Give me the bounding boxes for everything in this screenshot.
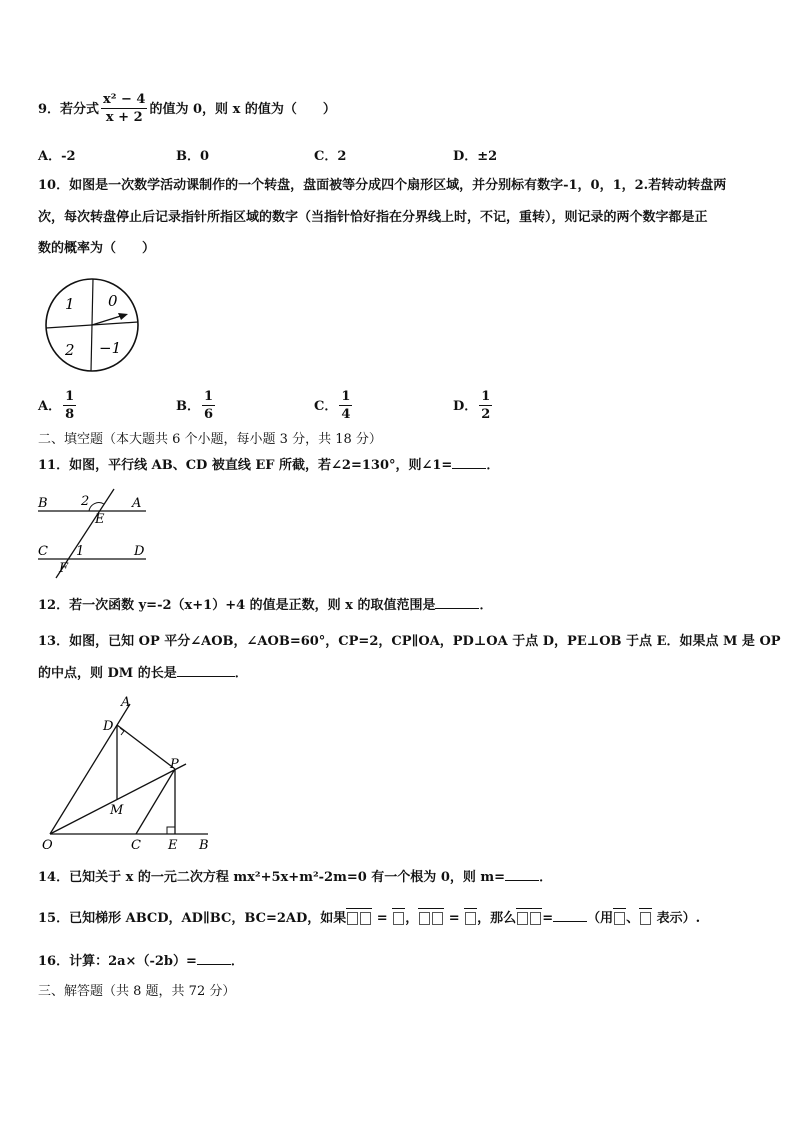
q16-text: 16．计算：2a×（-2b）= <box>38 954 197 969</box>
q10-option-b <box>176 389 217 424</box>
q10-option-b-num: 1 <box>204 389 214 404</box>
spinner-pointer-head <box>118 313 128 320</box>
q10-option-c-fraction <box>339 389 352 424</box>
q13-end: ． <box>234 666 248 681</box>
q15-text-1: 15．已知梯形 ABCD，AD∥BC，BC=2AD，如果 <box>38 911 347 926</box>
q11-label-c: C <box>38 544 48 559</box>
q13-line1: 13．如图，已知 OP 平分∠AOB，∠AOB=60°，CP=2，CP∥OA，PD⊥OA 于点 D，PE⊥OB 于点 E．如果点 M 是 OP <box>38 634 781 649</box>
right-angle-e <box>167 827 175 834</box>
q11-label-e: E <box>95 512 105 527</box>
spinner-label-neg1: −1 <box>99 339 122 357</box>
segment-cp <box>136 769 175 834</box>
q10-option-c-letter: C． <box>314 399 338 414</box>
q11-answer-blank <box>452 456 486 469</box>
q12-stem <box>38 596 492 616</box>
spinner-label-0: 0 <box>108 292 118 310</box>
q9-option-b: B．0 <box>176 149 210 164</box>
q10-option-c-den: 4 <box>341 407 351 422</box>
section-3-heading: 三、解答题（共 8 题，共 72 分） <box>38 984 236 999</box>
q16-answer-blank <box>197 952 231 965</box>
q10-option-d <box>453 389 494 424</box>
q15-text-2: ，那么 <box>477 911 517 926</box>
q10-line3: 数的概率为（ ） <box>38 241 156 256</box>
q16-end: ． <box>230 954 244 969</box>
q15-eq-3: = <box>542 911 554 926</box>
q10-option-b-letter: B． <box>176 399 200 414</box>
spinner-figure <box>40 272 144 378</box>
q15-vector-b-2 <box>639 905 652 929</box>
q10-option-a-fraction <box>63 389 76 424</box>
q15-text-3: （用 <box>587 911 614 926</box>
q13-answer-blank <box>177 664 235 677</box>
q11-stem <box>38 456 499 476</box>
q10-option-c <box>314 389 354 424</box>
q11-label-a: A <box>132 496 142 511</box>
q10-line1: 10．如图是一次数学活动课制作的一个转盘，盘面被等分成四个扇形区域，并分别标有数字-1，0，1，2.若转动转盘两 <box>38 178 727 193</box>
q13-figure <box>36 692 216 852</box>
q10-option-c-num: 1 <box>341 389 351 404</box>
q11-label-2: 2 <box>81 494 90 509</box>
segment-pd <box>117 725 175 769</box>
q11-figure <box>34 488 150 580</box>
q13-label-d: D <box>103 719 114 734</box>
q14-stem <box>38 868 552 888</box>
q13-line2 <box>38 664 248 684</box>
q11-end: ． <box>486 458 500 473</box>
q13-label-b: B <box>199 838 209 852</box>
q15-stem <box>38 905 700 929</box>
q15-vector-1 <box>346 905 372 929</box>
q16-stem <box>38 952 244 972</box>
q15-comma: ， <box>405 911 419 926</box>
q11-label-1: 1 <box>76 544 85 559</box>
q10-line2: 次，每次转盘停止后记录指针所指区域的数字（当指针恰好指在分界线上时，不记，重转），则记录的两个数字都是正 <box>38 210 708 225</box>
q10-option-b-den: 6 <box>204 407 214 422</box>
q13-label-o: O <box>42 838 53 852</box>
q15-vector-2 <box>418 905 444 929</box>
q13-line2-text: 的中点，则 DM 的长是 <box>38 666 177 681</box>
q9-numerator: x² − 4 <box>103 92 146 107</box>
spinner-label-1: 1 <box>65 295 75 313</box>
q11-label-f: F <box>59 561 69 576</box>
q10-option-a-letter: A． <box>38 399 62 414</box>
q10-option-d-fraction <box>479 389 492 424</box>
q11-text: 11．如图，平行线 AB、CD 被直线 EF 所截，若∠2=130°，则∠1= <box>38 458 453 473</box>
q10-option-d-num: 1 <box>481 389 491 404</box>
q15-eq-1: = <box>372 911 393 926</box>
q15-answer-blank <box>553 909 587 922</box>
q10-option-a <box>38 389 78 424</box>
q15-vector-a <box>392 905 405 929</box>
section-2-heading: 二、填空题（本大题共 6 个小题，每小题 3 分，共 18 分） <box>38 432 382 447</box>
q10-option-b-fraction <box>202 389 215 424</box>
q15-text-4: 表示）. <box>652 911 701 926</box>
q10-option-a-num: 1 <box>65 389 75 404</box>
q9-denominator: x + 2 <box>105 110 143 125</box>
q14-end: ． <box>539 870 553 885</box>
q13-label-p: P <box>170 757 179 772</box>
q9-suffix: 的值为 0，则 x 的值为（ ） <box>149 102 336 117</box>
spinner-label-2: 2 <box>65 341 75 359</box>
q15-vector-b <box>464 905 477 929</box>
q11-label-d: D <box>134 544 145 559</box>
q10-option-d-den: 2 <box>481 407 491 422</box>
q10-option-d-letter: D． <box>453 399 478 414</box>
q13-label-c: C <box>131 838 141 852</box>
q9-stem <box>38 92 336 127</box>
q9-option-d: D．±2 <box>453 149 498 164</box>
q12-answer-blank <box>435 596 479 609</box>
q13-label-e: E <box>168 838 178 852</box>
q9-prefix: 9．若分式 <box>38 102 100 117</box>
q15-vector-a-2 <box>613 905 626 929</box>
q13-label-m: M <box>110 803 124 818</box>
q11-label-b: B <box>38 496 48 511</box>
q14-text: 14．已知关于 x 的一元二次方程 mx²+5x+m²-2m=0 有一个根为 0，则 m= <box>38 870 506 885</box>
q9-fraction <box>101 92 147 127</box>
q15-eq-2: = <box>444 911 465 926</box>
q9-option-c: C．2 <box>314 149 347 164</box>
q10-option-a-den: 8 <box>65 407 75 422</box>
ray-op <box>50 764 186 834</box>
q15-vector-3 <box>516 905 542 929</box>
q12-text: 12．若一次函数 y=-2（x+1）+4 的值是正数，则 x 的取值范围是 <box>38 598 436 613</box>
q9-option-a: A．-2 <box>38 149 76 164</box>
q13-label-a: A <box>121 695 131 710</box>
q15-sep: 、 <box>626 911 640 926</box>
q14-answer-blank <box>505 868 539 881</box>
q12-end: ． <box>479 598 493 613</box>
